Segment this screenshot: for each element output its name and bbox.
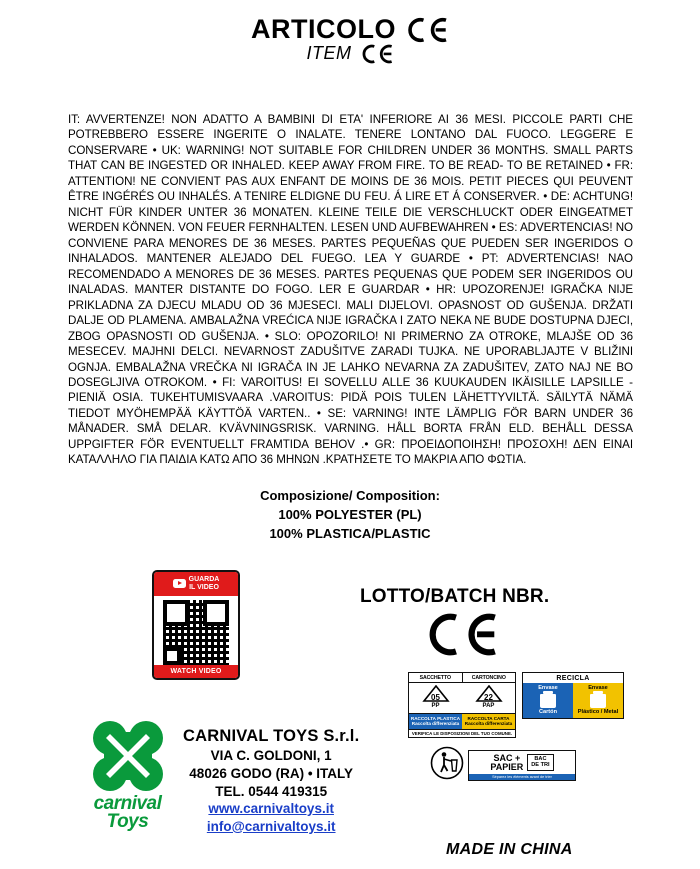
warnings-text: IT: AVVERTENZE! NON ADATTO A BAMBINI DI ETA' INFERIORE AI 36 MESI. PICCOLE PARTI CHE POTREBBERO ESSERE INGERITE O INALATE. TENERE LONTANO DAL FUOCO. LEGGERE E CONSERVARE • UK: WARNING! NOT SUITABLE FOR CHILDREN UNDER 36 MONTHS. SMALL PARTS THAT CAN BE INGESTED OR INHALED. KEEP AWAY FROM FIRE. TO BE READ- TO BE RETAINED • FR: ATTENTION! NE CONVIENT PAS AUX ENFANT DE MOINS DE 36 MOIS. PETIT PIECES QUI PEUVENT ÊTRE INGÉRÉS OU INHALÉS. A TENIRE ELDIGNE DU FEU. Á LIRE ET Á CONSERVER. • DE: ACHTUNG! NICHT FÜR KINDER UNTER 36 MONATEN. KLEINE TEILE DIE VERSCHLUCKT ODER EINGEATMET WERDEN KÖNNEN. VON FEUER FERNHALTEN. LESEN UND AUFBEWAHREN • ES: ADVERTENCIAS! NO CONVIENE PARA MENORES DE 36 MESES. PARTES PEQUEÑAS QUE PUEDEN SER INGERIDOS O INHALADOS. MANTENER ALEJADO DEL FUEGO. LEA Y GUARDE • PT: ADVERTENCIAS! NAO RECOMENDADO A MENORES DE 36 MESES. PARTES PEQUENAS QUE PODEM SER INGERIDOS OU INALADAS. MANTER DISTANTE DO FOGO. LER E GUARDAR • HR: UPOZORENJE! IGRAČKA NIJE PRIKLADNA ZA DJECU MLADU OD 36 MJESECI. MALI DIJELOVI. OPASNOST OD GUŠENJA. DRŽATI DALJE OD PLAMENA. AMBALAŽNA VREĆICA NIJE IGRAČKA I ZATO NEKA NE BUDE DOSTUPNA DJECI, ZBOG OPASNOSTI OD GUŠENJA. • SLO: OPOZORILO! NI PRIMERNO ZA OTROKE, MLAJŠE OD 36 MESECEV. MAJHNI DELCI. NEVARNOST ZADUŠITVE ZARADI TUJKA. NE UPORABLJAJTE V BLIŽINI OGNJA. EMBALAŽNA VREČKA NI IGRAČA IN JE LAHKO NEVARNA ZA ZADUŠITEV, ZATO NAJ NE BO DOSEGLJIVA OTROKOM. • FI: VAROITUS! EI SOVELLU ALLE 36 KUUKAUDEN IKÄISILLE LAPSILLE - PIENIÄ OSIA. TUKEHTUMISVAARA .VAROITUS: PIDÄ POIS TULEN LÄHETTYVILTÄ. SÄILYTÄ NÄMÄ TIEDOT MYÖHEMPÄÄ KÄYTTÖÄ VARTEN.. • SE: VARNING! INTE LÄMPLIG FÖR BARN UNDER 36 MÅNADER. SMÅ DELAR. KVÄVNINGSRISK. VARNING. HÅLL BORTA FRÅN ELD. BEHÅLL DESSA UPPGIFTER FÖR EVENTUELLT FRAMTIDA BEHOV .• GR: ΠΡΟΕΙΔΟΠΟΙΗΣΗ! ΠΡΟΣΟΧΗ! ΔΕΝ ΕΙΝΑΙ ΚΑΤΑΛΛΗΛΟ ΓΙΑ ΠΑΙΔΙΑ ΚΑΤΩ ΑΠΟ 36 ΜΗΝΩΝ .ΚΡΑΤΗΣΕΤΕ ΤΟ ΜΑΚΡΙΑ ΑΠΟ ΦΩΤΙΑ. [68, 113, 633, 467]
recycling-footer-left: RACCOLTA PLASTICA Raccolta differenziata [409, 714, 462, 729]
recycling-material-left: PP [431, 703, 440, 709]
qr-code-icon[interactable] [163, 600, 229, 665]
recycling-material-right: PAP [482, 703, 495, 709]
recycling-footers [409, 713, 515, 729]
company-block [80, 718, 359, 835]
italian-recycling-box [408, 672, 516, 738]
bin-carton: Envase Cartón [523, 683, 573, 718]
page-title: ARTICOLO [251, 14, 396, 44]
clover-logo-icon [90, 718, 166, 794]
recycling-header-right: CARTONCINO [462, 673, 516, 683]
video-badge-header [154, 572, 238, 596]
sac-papier-box [468, 750, 576, 781]
recicla-bins [523, 683, 623, 718]
header [0, 0, 700, 64]
recycling-code-right: 22 [484, 693, 493, 702]
bin-icon [590, 694, 606, 708]
youtube-icon [173, 579, 186, 588]
recycling-code-left: 05 [431, 693, 440, 702]
header-articolo-row [0, 14, 700, 45]
recycling-triangle-plastic-icon [421, 685, 451, 711]
recicla-title: RECICLA [556, 675, 590, 682]
company-email-link[interactable]: info@carnivaltoys.it [206, 818, 336, 834]
sac-papier-note: Séparez les éléments avant de trier [469, 774, 575, 780]
composition-title: Composizione/ Composition: [260, 488, 440, 503]
sac-papier-label: SAC + PAPIER [490, 752, 524, 772]
header-item-row [0, 43, 700, 64]
video-badge-footer-label: WATCH VIDEO [154, 665, 238, 678]
recycling-note: VERIFICA LE DISPOSIZIONI DEL TUO COMUNE. [409, 729, 515, 737]
composition-line-2: 100% PLASTICA/PLASTIC [269, 525, 431, 541]
company-tel: TEL. 0544 419315 [215, 783, 328, 799]
company-city: 48026 GODO (RA) • ITALY [189, 765, 354, 781]
company-website-link[interactable]: www.carnivaltoys.it [208, 801, 334, 817]
tidyman-icon [430, 746, 464, 785]
recycling-header-left: SACCHETTO [409, 673, 462, 683]
company-name: CARNIVAL TOYS S.r.l. [183, 727, 360, 745]
recycling-triangle-paper-icon [474, 685, 504, 711]
composition-block [0, 487, 700, 544]
bin-icon [540, 694, 556, 708]
ce-mark-icon-small [360, 44, 394, 64]
ce-mark-icon [405, 17, 449, 43]
logo-word-2: Toys [106, 811, 149, 833]
batch-number-label: LOTTO/BATCH NBR. [360, 586, 550, 607]
sac-papier-main [469, 751, 575, 774]
company-logo [80, 718, 175, 831]
recycling-marks [408, 672, 638, 785]
recycling-row-top [408, 672, 638, 738]
logo-word-1: carnival [93, 793, 162, 814]
recycling-symbols [409, 683, 515, 713]
spanish-recycling-box [522, 672, 624, 719]
composition-line-1: 100% POLYESTER (PL) [278, 506, 422, 522]
page-subtitle: ITEM [306, 43, 352, 63]
video-badge-header-label: GUARDA IL VIDEO [188, 576, 220, 591]
bac-de-tri-label: BAC DE TRI [527, 754, 553, 772]
company-address: VIA C. GOLDONI, 1 [210, 748, 332, 764]
bin-plastic-metal: Envase Plástico / Metal [573, 683, 623, 718]
made-in-label: MADE IN CHINA [446, 841, 573, 858]
recycling-box-headers [409, 673, 515, 683]
recycling-footer-right: RACCOLTA CARTA Raccolta differenziata [462, 714, 515, 729]
company-details [183, 718, 359, 835]
recycling-row-bottom [430, 746, 638, 785]
ce-mark-icon-large [424, 612, 500, 662]
watch-video-badge[interactable] [152, 570, 240, 680]
